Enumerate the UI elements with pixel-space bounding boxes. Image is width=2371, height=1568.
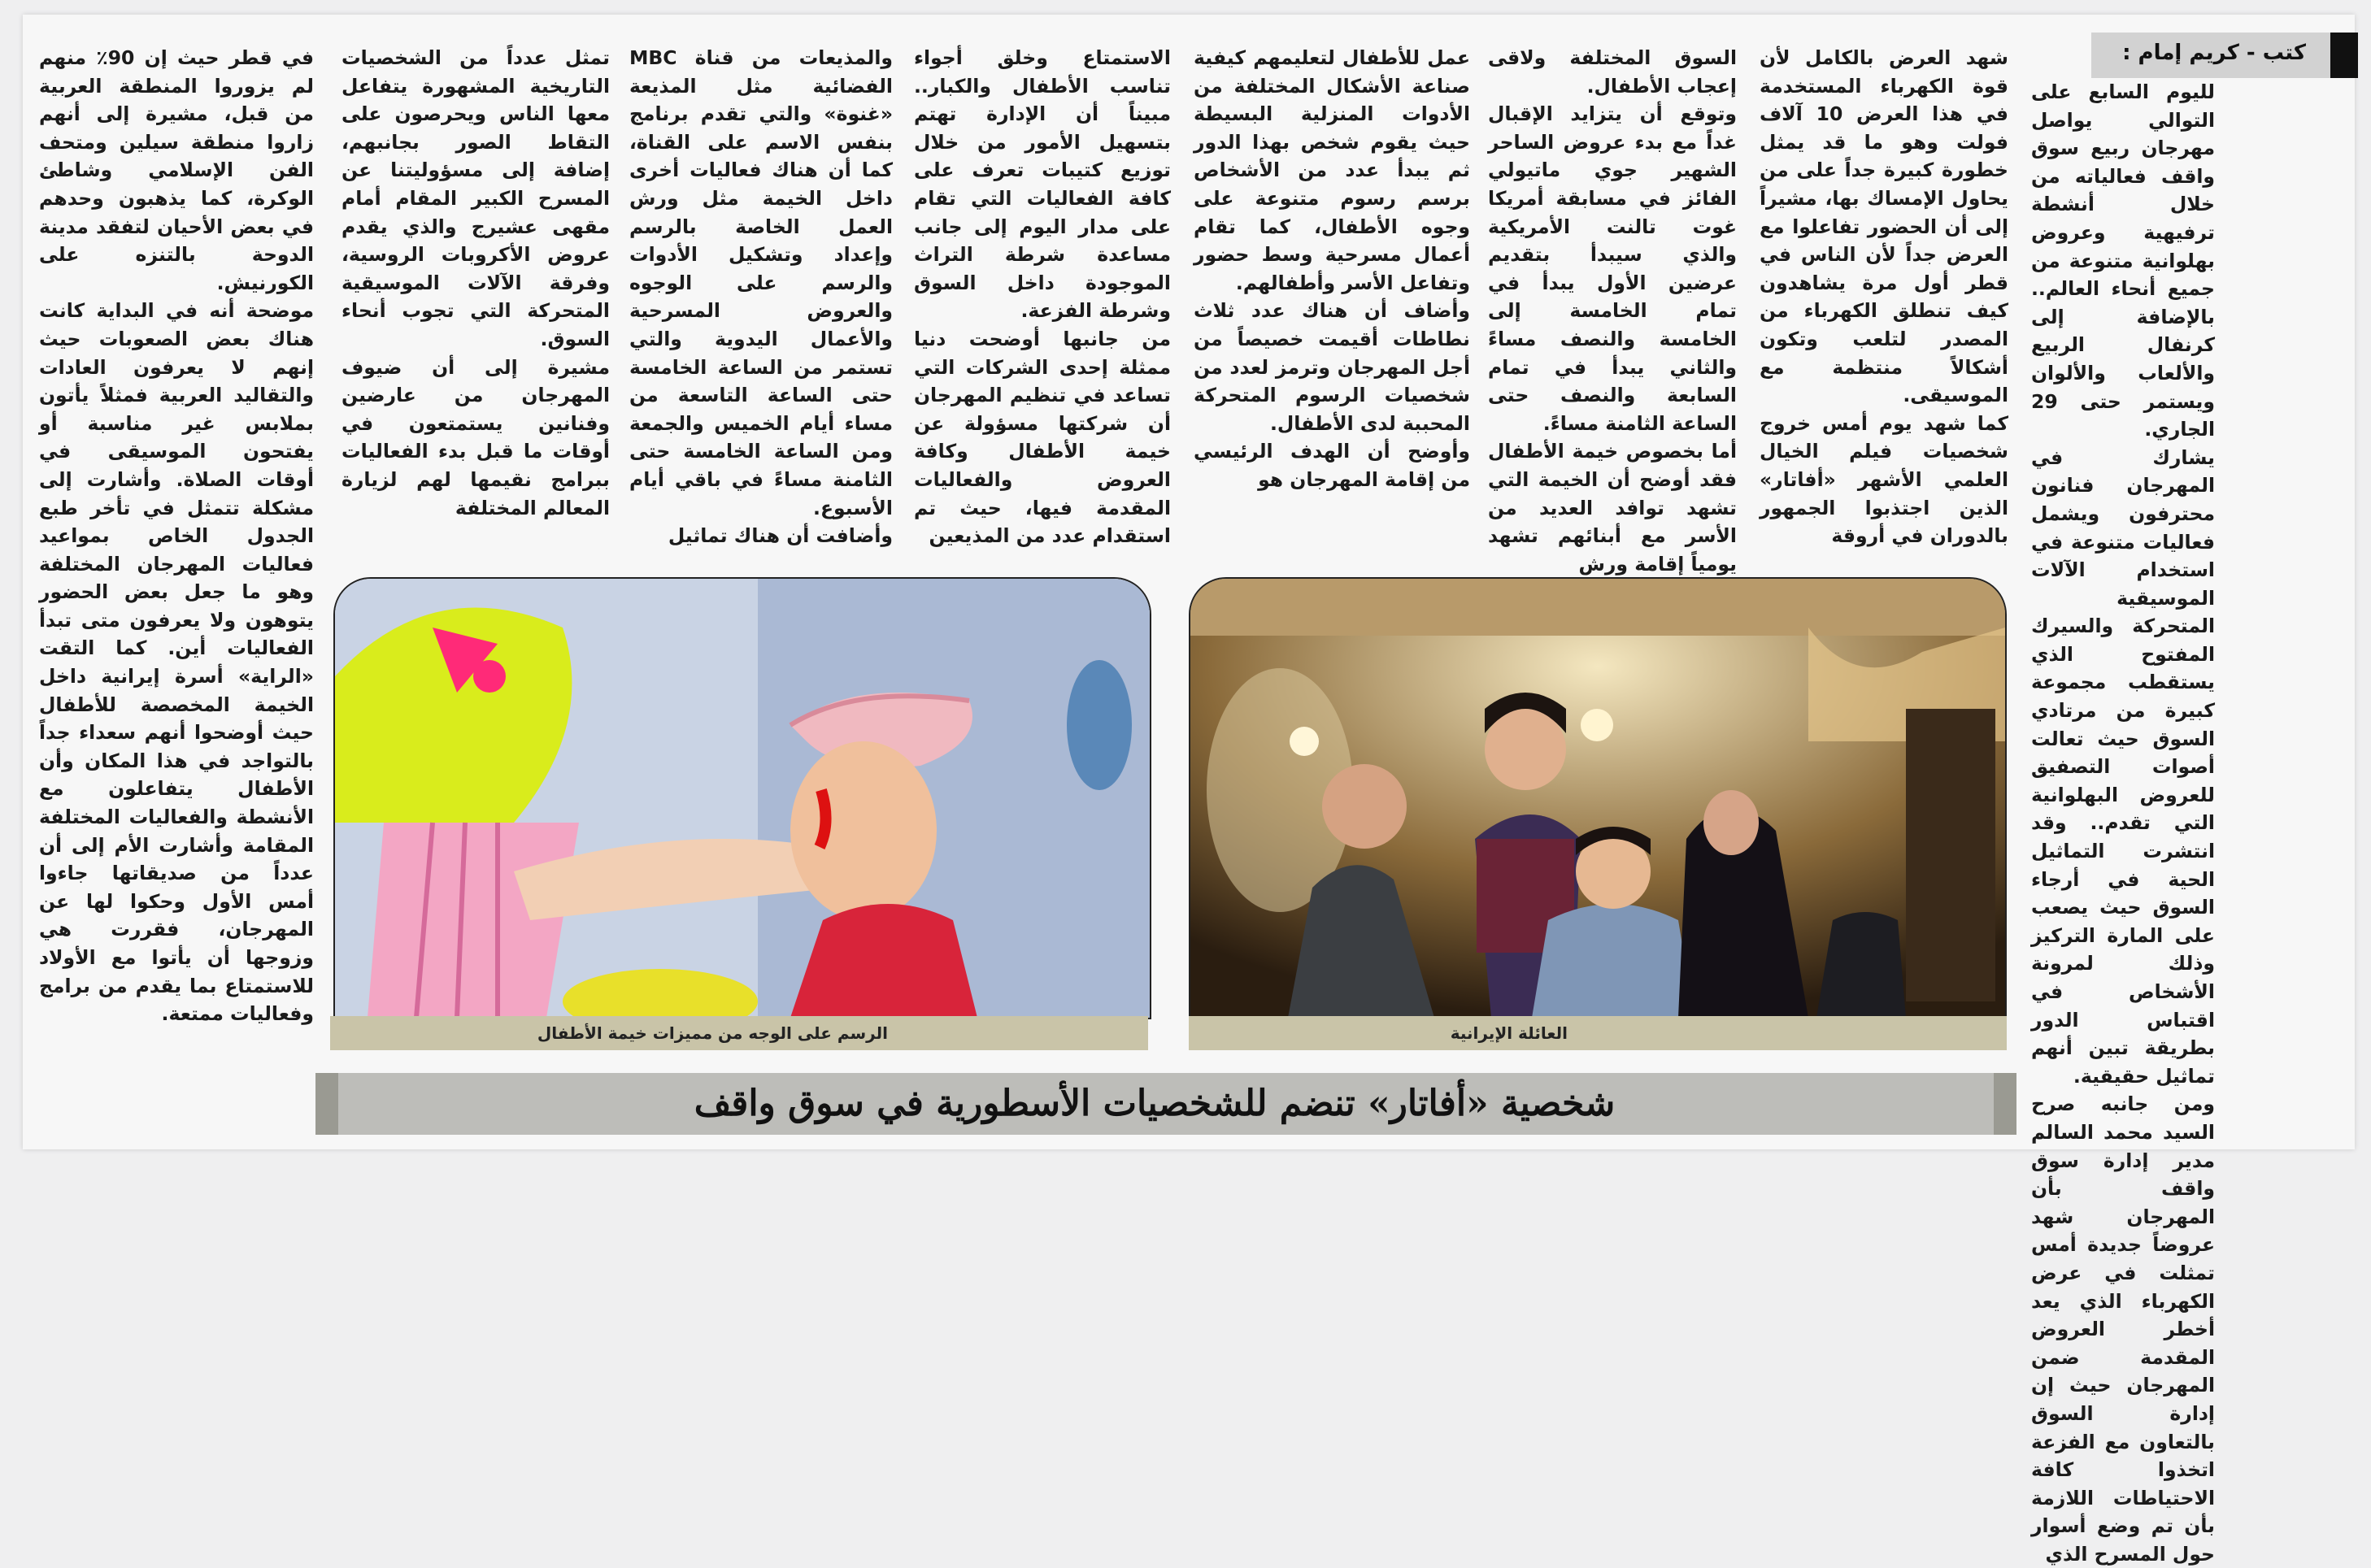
headline-bar-end xyxy=(1994,1073,2016,1135)
column-text: تمثل عدداً من الشخصيات التاريخية المشهورة يتفاعل معها الناس ويحرصون على التقاط الصور بجانبهم، إضافة إلى مسؤوليتنا عن المسرح الكبير المقام أمام مقهى عشيرج والذي يقدم عروض الأكروبات الروسية، وفرقة الآلات الموسيقية المتحركة التي تجوب أنحاء السوق. مشيرة إلى أن ضيوف المهرجان من عارضين وفنانين يستمتعون في أوقات ما قبل بدء الفعاليات ببرامج نقيمها لهم لزيارة المعالم المختلفة xyxy=(342,46,610,519)
headline: شخصية «أفاتار» تنضم للشخصيات الأسطورية في سوق واقف xyxy=(694,1083,1616,1124)
family-photo xyxy=(1189,577,2007,1019)
column-text: عمل للأطفال لتعليمهم كيفية صناعة الأشكال المختلفة من الأدوات المنزلية البسيطة حيث يقوم شخص بهذا الدور ثم يبدأ عدد من الأشخاص برسم رسوم متنوعة على وجوه الأطفال، كما تقام أعمال مسرحية وسط حضور وتفاعل الأسر وأطفالهم. وأضاف أن هناك عدد ثلاث نطاطات أقيمت خصيصاً من أجل المهرجان وترمز لعدد من شخصيات الرسوم المتحركة المحببة لدى الأطفال. وأوضح أن الهدف الرئيسي من إقامة المهرجان هو xyxy=(1194,46,1470,491)
article-column-4 xyxy=(1194,44,1470,572)
facepaint-caption-text: الرسم على الوجه من مميزات خيمة الأطفال xyxy=(537,1023,888,1043)
article-column-6 xyxy=(629,44,893,572)
family-photo-caption xyxy=(1189,1016,2007,1050)
column-text: والمذيعات من قناة MBC الفضائية مثل المذيعة «غنوة» والتي تقدم برنامج بنفس الاسم على القناة، كما أن هناك فعاليات أخرى داخل الخيمة مثل ورش العمل الخاصة بالرسم وإعداد وتشكيل الأدوات والرسم على الوجوه والعروض المسرحية والأعمال اليدوية والتي تستمر من الساعة الخامسة حتى الساعة التاسعة من مساء أيام الخميس والجمعة ومن الساعة الخامسة حتى الثامنة مساءً في باقي أيام الأسبوع. وأضافت أن هناك تماثيل xyxy=(629,46,893,548)
column-text: في قطر حيث إن 90٪ منهم لم يزوروا المنطقة العربية من قبل، مشيرة إلى أنهم زاروا منطقة سيلين ومتحف الفن الإسلامي وشاطئ الوكرة، كما يذهبون وحدهم في بعض الأحيان لتفقد مدينة الدوحة بالتنزه على الكورنيش. موضحة أنه في البداية كانت هناك بعض الصعوبات حيث إنهم لا يعرفون العادات والتقاليد العربية فمثلاً يأتون بملابس غير مناسبة أو يفتحون الموسيقى في أوقات الصلاة. وأشارت إلى مشكلة تتمثل في تأخر طبع الجدول الخاص بمواعيد فعاليات المهرجان المختلفة وهو ما جعل بعض الحضور يتوهون ولا يعرفون متى تبدأ الفعاليات أين. كما التقت «الراية» أسرة إيرانية داخل الخيمة المخصصة للأطفال حيث أوضحوا أنهم سعداء جداً بالتواجد في هذا المكان وأن الأطفال يتفاعلون مع الأنشطة والفعاليات المختلفة المقامة وأشارت الأم إلى أن عدداً من صديقاتها جاءوا أمس الأول وحكوا لها عن المهرجان، فقررت هي وزوجها أن يأتوا مع الأولاد للاستمتاع بما يقدم من برامج وفعاليات ممتعة. xyxy=(39,46,314,1026)
column-text: لليوم السابع على التوالي يواصل مهرجان ربيع سوق واقف فعالياته من خلال أنشطة ترفيهية وعروض بهلوانية متنوعة من جميع أنحاء العالم.. بالإضافة إلى كرنفال الربيع والألعاب والألوان ويستمر حتى 29 الجاري. يشارك في المهرجان فنانون محترفون ويشمل فعاليات متنوعة في استخدام الآلات الموسيقية المتحركة والسيرك المفتوح الذي يستقطب مجموعة كبيرة من مرتادي السوق حيث تعالت أصوات التصفيق للعروض البهلوانية التي تقدم.. وقد انتشرت التماثيل الحية في أرجاء السوق حيث يصعب على المارة التركيز وذلك لمرونة الأشخاص في اقتباس الدور بطريقة تبين أنهم تماثيل حقيقية. ومن جانبه صرح السيد محمد السالم مدير إدارة سوق واقف بأن المهرجان شهد عروضاً جديدة أمس تمثلت في عرض الكهرباء الذي يعد أخطر العروض المقدمة ضمن المهرجان حيث إن إدارة السوق بالتعاون مع الفزعة اتخذوا كافة الاحتياطات اللازمة بأن تم وضع أسوار حول المسرح الذي xyxy=(2031,80,2215,1566)
facepaint-photo-image xyxy=(335,579,1150,1018)
facepaint-photo xyxy=(333,577,1151,1019)
article-column-5 xyxy=(914,44,1171,572)
article-column-8 xyxy=(39,44,314,1133)
byline-text: كتب - كريم إمام : xyxy=(2122,41,2306,65)
facepaint-photo-caption xyxy=(330,1016,1148,1050)
byline-marker xyxy=(2330,33,2358,78)
article-column-7 xyxy=(342,44,610,572)
byline xyxy=(2091,33,2358,78)
column-text: السوق المختلفة ولاقى إعجاب الأطفال. وتوقع أن يتزايد الإقبال غداً مع بدء عروض الساحر الشهير جوي ماتيولي الفائز في مسابقة أمريكا غوت تالنت الأمريكية والذي سيبدأ بتقديم عرضين الأول يبدأ في تمام الخامسة إلى الخامسة والنصف مساءً والثاني يبدأ في تمام السابعة والنصف حتى الساعة الثامنة مساءً. أما بخصوص خيمة الأطفال فقد أوضح أن الخيمة التي تشهد توافد العديد من الأسر مع أبنائهم تشهد يومياً إقامة ورش xyxy=(1488,46,1737,576)
column-text: الاستمتاع وخلق أجواء تناسب الأطفال والكبار.. مبيناً أن الإدارة تهتم بتسهيل الأمور من خلال توزيع كتيبات تعرف على كافة الفعاليات التي تقام على مدار اليوم إلى جانب مساعدة شرطة التراث الموجودة داخل السوق وشرطة الفزعة. من جانبها أوضحت دنيا ممثلة إحدى الشركات التي تساعد في تنظيم المهرجان أن شركتها مسؤولة عن خيمة الأطفال وكافة العروض والفعاليات المقدمة فيها، حيث تم استقدام عدد من المذيعين xyxy=(914,46,1171,548)
family-caption-text: العائلة الإيرانية xyxy=(1450,1023,1568,1043)
family-photo-image xyxy=(1190,579,2005,1018)
article-column-2 xyxy=(1760,44,2008,572)
headline-bar-start xyxy=(315,1073,338,1135)
article-column-1 xyxy=(2031,78,2215,1566)
column-text: شهد العرض بالكامل لأن قوة الكهرباء المستخدمة في هذا العرض 10 آلاف فولت وهو ما قد يمثل خطورة كبيرة جداً على من يحاول الإمساك بها، مشيراً إلى أن الحضور تفاعلوا مع العرض جداً لأن الناس في قطر أول مرة يشاهدون كيف تنطلق الكهرباء من المصدر لتلعب وتكون أشكالاً منتظمة مع الموسيقى. كما شهد يوم أمس خروج شخصيات فيلم الخيال العلمي الأشهر «أفاتار» الذين اجتذبوا الجمهور بالدوران في أروقة xyxy=(1760,46,2008,548)
article-column-3 xyxy=(1488,44,1737,576)
